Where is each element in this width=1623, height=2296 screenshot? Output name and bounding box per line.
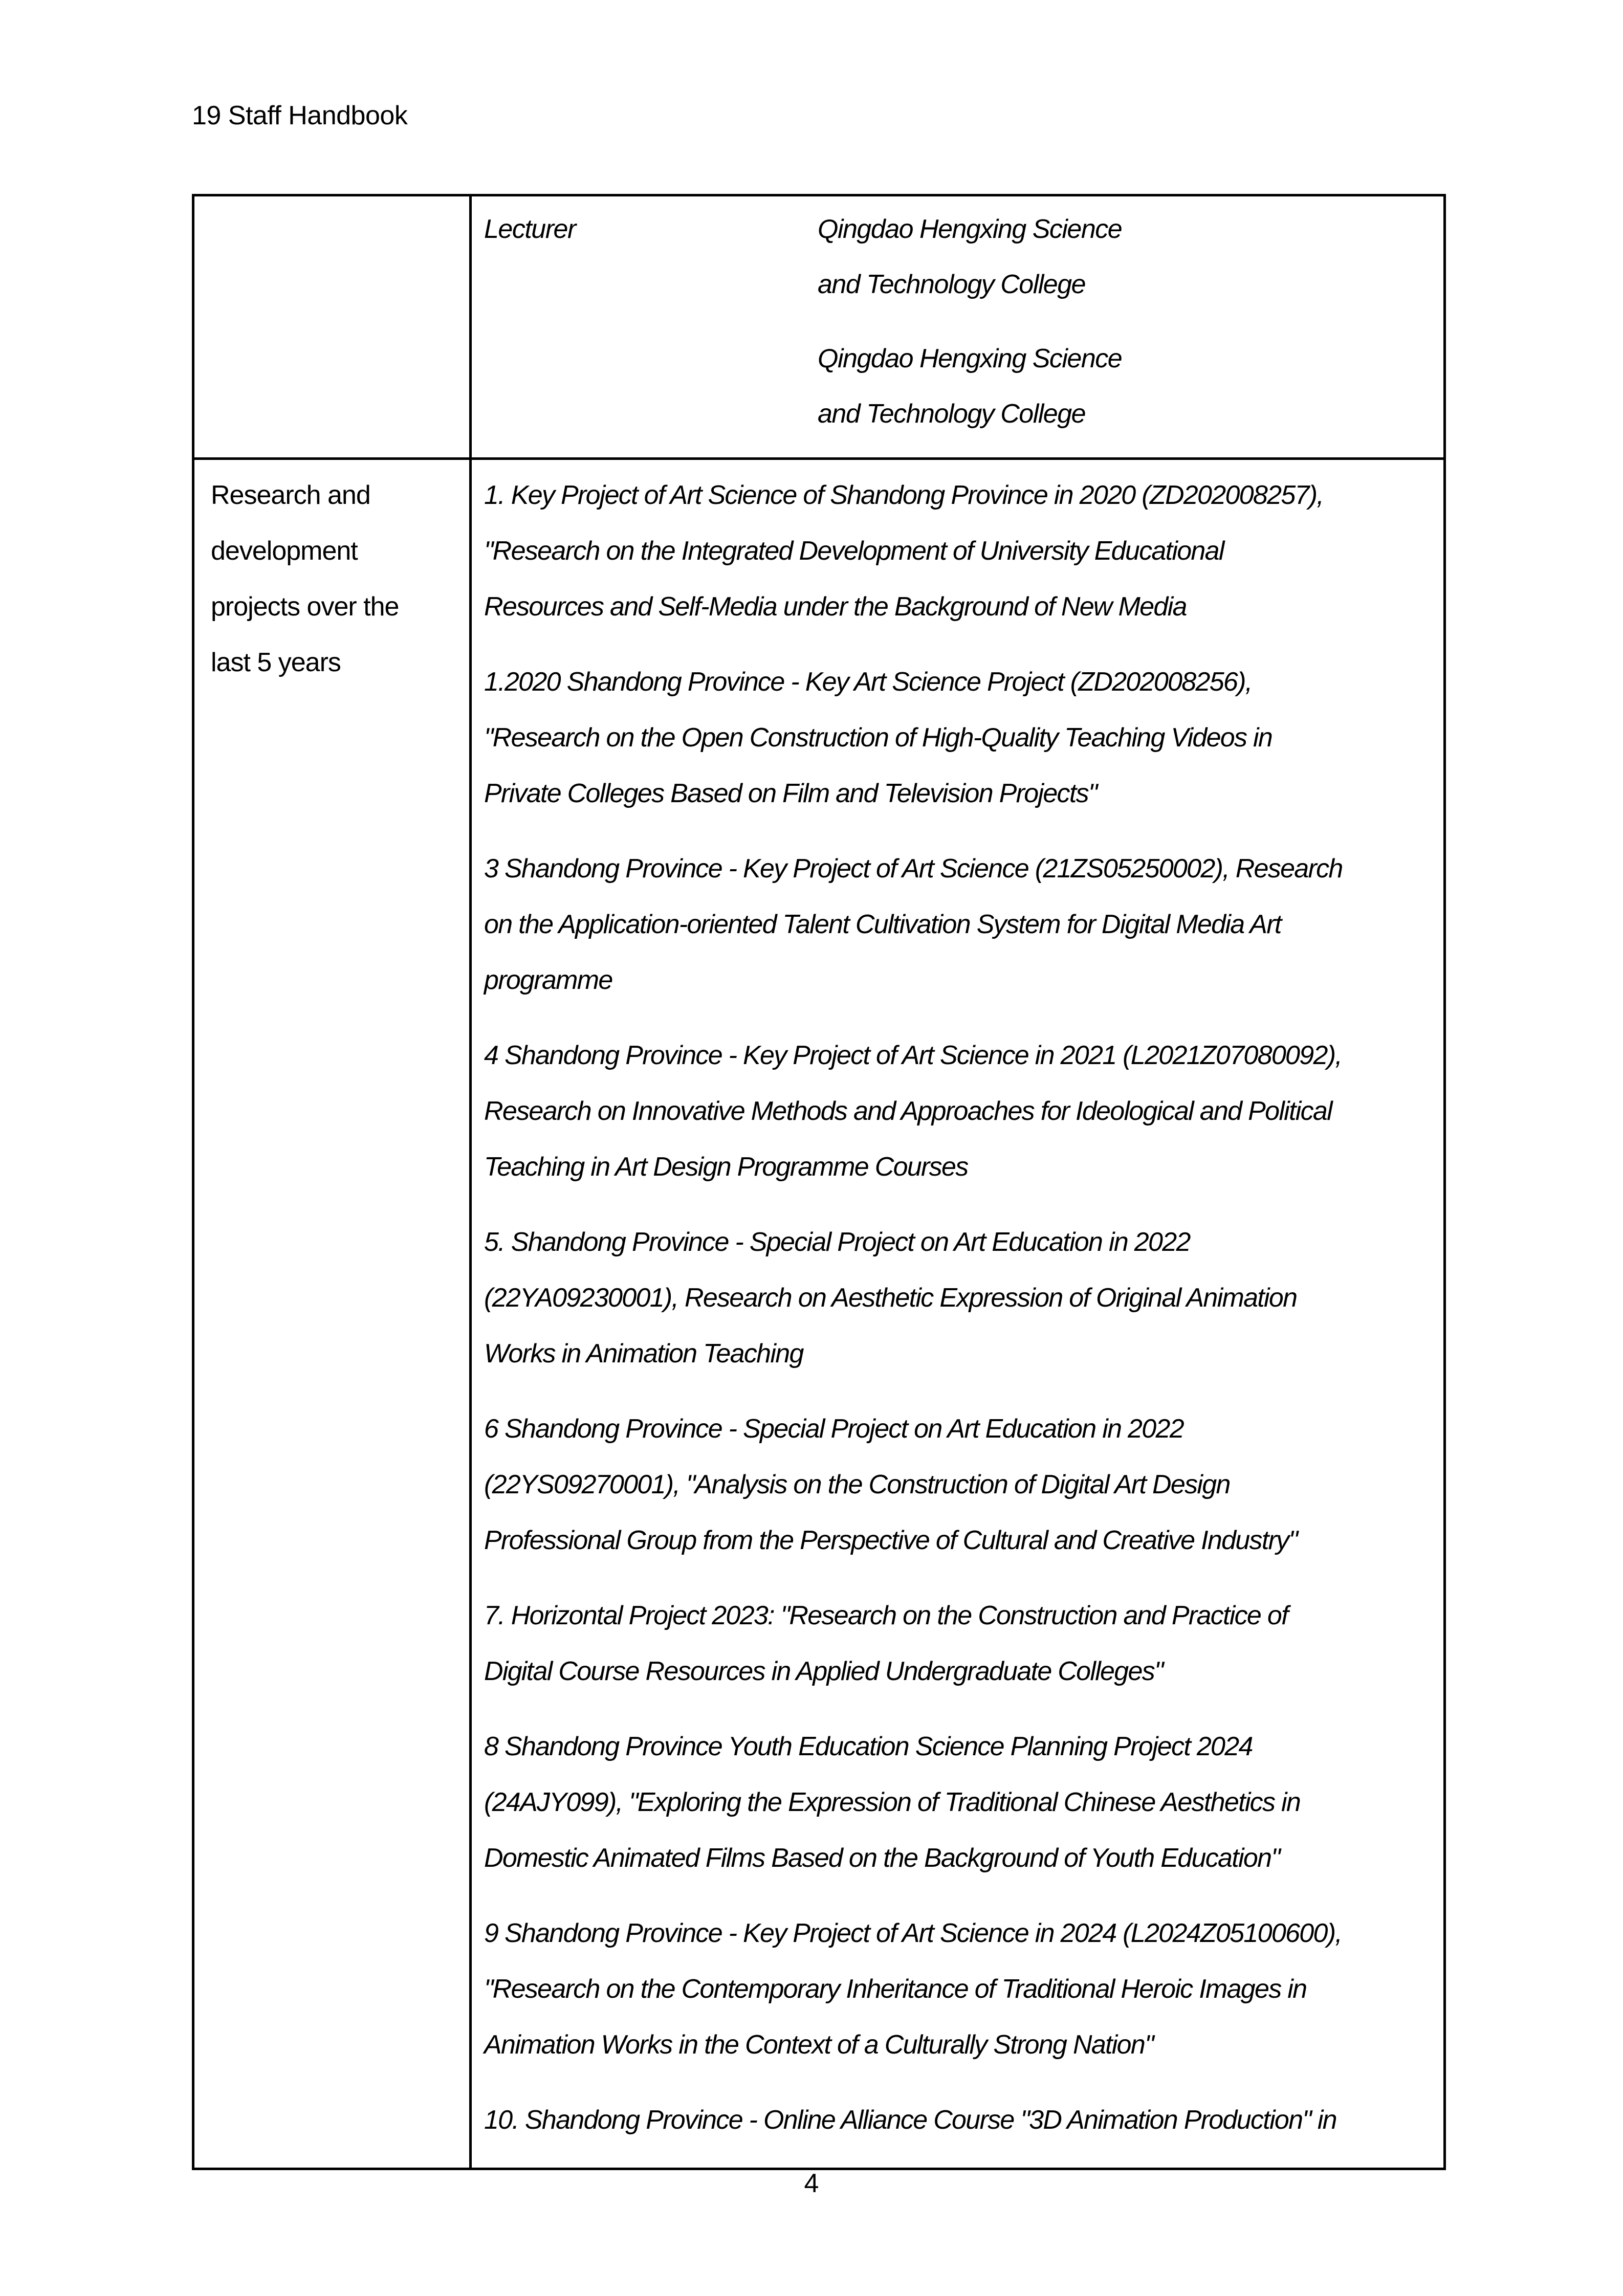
project-line: 7. Horizontal Project 2023: "Research on the Construction and Practice of [484,1601,1288,1630]
institution-line: and Technology College [818,399,1086,429]
label-line: development [211,536,358,566]
project-line: Domestic Animated Films Based on the Background of Youth Education" [484,1843,1280,1873]
project-line: 10. Shandong Province - Online Alliance Course "3D Animation Production" in [484,2105,1336,2135]
project-line: 4 Shandong Province - Key Project of Art Science in 2021 (L2021Z07080092), [484,1041,1342,1070]
project-line: (24AJY099), "Exploring the Expression of Traditional Chinese Aesthetics in [484,1787,1301,1817]
project-line: Research on Innovative Methods and Approaches for Ideological and Political [484,1096,1332,1126]
research-projects-cell [471,459,1445,2169]
project-item [484,654,1436,822]
project-line: 9 Shandong Province - Key Project of Art Science in 2024 (L2024Z05100600), [484,1918,1342,1948]
institution-entry [818,331,1122,441]
research-label [194,460,469,691]
employment-cell [471,195,1445,459]
project-line: (22YS09270001), "Analysis on the Construction of Digital Art Design [484,1470,1230,1499]
project-item [484,2092,1436,2148]
project-item [484,1028,1436,1195]
project-item [484,1588,1436,1699]
project-line: Digital Course Resources in Applied Undergraduate Colleges" [484,1657,1163,1686]
label-line: projects over the [211,592,399,622]
institution-line: Qingdao Hengxing Science [818,214,1122,244]
project-line: Teaching in Art Design Programme Courses [484,1152,968,1182]
project-line: Animation Works in the Context of a Culturally Strong Nation" [484,2030,1153,2060]
project-line: (22YA09230001), Research on Aesthetic Expression of Original Animation [484,1283,1297,1313]
table-row-employment-continued [193,195,1445,459]
project-list [472,460,1443,2148]
project-line: on the Application-oriented Talent Cultivation System for Digital Media Art [484,910,1281,939]
project-line: 1. Key Project of Art Science of Shandong Province in 2020 (ZD202008257), [484,480,1324,510]
label-line: last 5 years [211,648,341,677]
project-line: "Research on the Integrated Development of University Educational [484,536,1224,566]
research-label-cell [193,459,471,2169]
project-line: Private Colleges Based on Film and Television Projects" [484,779,1097,808]
project-line: Professional Group from the Perspective of Cultural and Creative Industry" [484,1526,1298,1555]
label-cell-empty [193,195,471,459]
staff-details-table [192,194,1446,2170]
project-item [484,1906,1436,2073]
institution-line: Qingdao Hengxing Science [818,344,1122,373]
project-item [484,468,1436,635]
project-item [484,1401,1436,1569]
project-line: 6 Shandong Province - Special Project on Art Education in 2022 [484,1414,1183,1444]
table-row-research-projects [193,459,1445,2169]
institution-entry [818,202,1122,312]
project-line: programme [484,965,612,995]
project-line: 5. Shandong Province - Special Project on Art Education in 2022 [484,1227,1190,1257]
project-line: 3 Shandong Province - Key Project of Art Science (21ZS05250002), Research [484,854,1343,884]
label-line: Research and [211,480,370,510]
project-line: 1.2020 Shandong Province - Key Art Science Project (ZD202008256), [484,667,1252,697]
project-item [484,841,1436,1008]
page-number: 4 [804,2169,819,2198]
project-item [484,1719,1436,1886]
project-line: Works in Animation Teaching [484,1339,803,1368]
project-item [484,1215,1436,1382]
project-line: 8 Shandong Province Youth Education Science Planning Project 2024 [484,1732,1253,1761]
project-line: "Research on the Contemporary Inheritance of Traditional Heroic Images in [484,1974,1307,2004]
project-line: Resources and Self-Media under the Background of New Media [484,592,1187,622]
institution-line: and Technology College [818,270,1086,299]
position-title: Lecturer [484,214,576,244]
project-line: "Research on the Open Construction of High-Quality Teaching Videos in [484,723,1273,753]
running-header: 19 Staff Handbook [192,101,408,130]
